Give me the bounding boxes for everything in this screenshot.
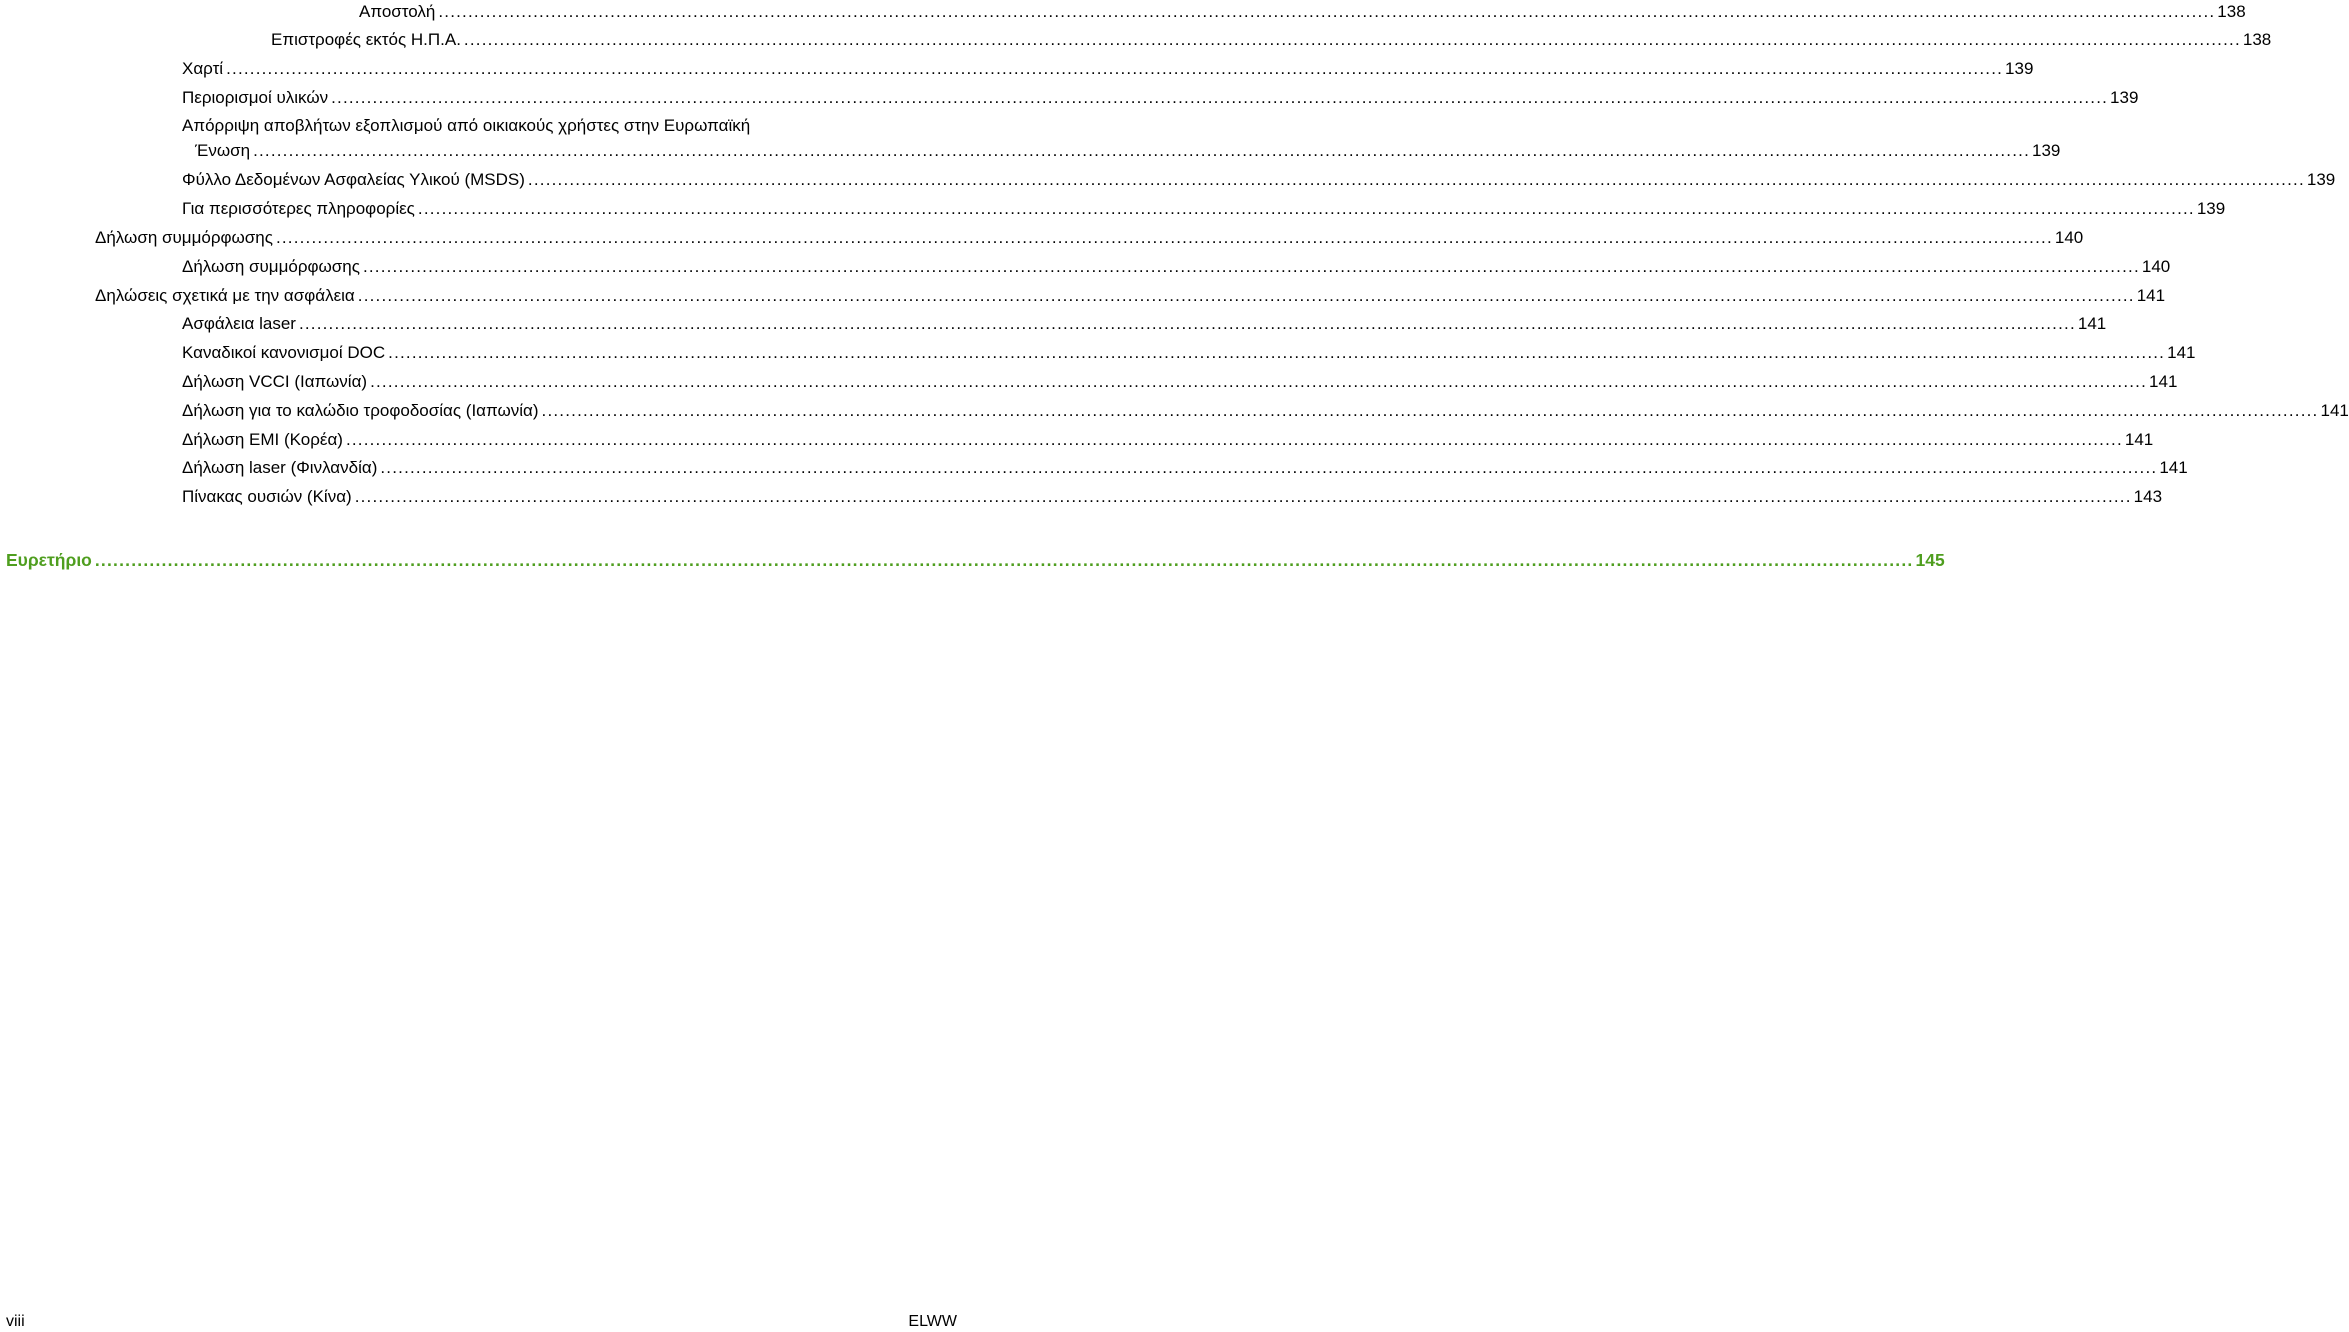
dot-leader: ............................................................................................................................................................................................................................................................................................................ bbox=[354, 487, 2132, 506]
toc-entry-title: Χαρτί bbox=[182, 59, 224, 78]
toc-entry-title: Δήλωση συμμόρφωσης bbox=[95, 228, 273, 247]
toc-entry-page: 139 bbox=[2306, 170, 2336, 189]
toc-entry-page: 143 bbox=[2133, 487, 2163, 506]
toc-entry-title: Δηλώσεις σχετικά με την ασφάλεια bbox=[95, 286, 355, 305]
toc-entry-title: Ασφάλεια laser bbox=[182, 314, 296, 333]
toc-entry[interactable] bbox=[182, 487, 2163, 507]
toc-entry-title: Επιστροφές εκτός Η.Π.Α. bbox=[271, 30, 461, 49]
toc-entry[interactable] bbox=[182, 314, 2107, 334]
toc-entry-title: Ένωση bbox=[195, 141, 251, 160]
toc-entry-page: 138 bbox=[2242, 30, 2272, 49]
toc-entry-page: 139 bbox=[2005, 59, 2034, 78]
toc-entry[interactable] bbox=[182, 59, 2034, 79]
toc-entry-page: 138 bbox=[2217, 2, 2246, 21]
footer-doc-code: ELWW bbox=[908, 1313, 957, 1330]
toc-entry-page: 139 bbox=[2196, 199, 2226, 218]
footer-page-number: viii bbox=[6, 1313, 25, 1330]
dot-leader: ............................................................................................................................................................................................................................................................................................................ bbox=[345, 430, 2123, 449]
dot-leader: ............................................................................................................................................................................................................................................................................................................ bbox=[94, 550, 1914, 570]
toc-entry[interactable] bbox=[95, 228, 2084, 248]
toc-entry-page: 141 bbox=[2124, 430, 2154, 449]
toc-entry[interactable] bbox=[182, 343, 2196, 363]
toc-entry[interactable] bbox=[359, 2, 2246, 22]
dot-leader: ............................................................................................................................................................................................................................................................................................................ bbox=[362, 257, 2140, 276]
dot-leader: ............................................................................................................................................................................................................................................................................................................ bbox=[370, 372, 2148, 391]
dot-leader: ............................................................................................................................................................................................................................................................................................................ bbox=[357, 286, 2135, 305]
toc-entry-page: 141 bbox=[2077, 314, 2107, 333]
toc-entry-page: 140 bbox=[2141, 257, 2171, 276]
toc-entry-title: Αποστολή bbox=[359, 2, 436, 21]
dot-leader: ............................................................................................................................................................................................................................................................................................................ bbox=[298, 314, 2076, 333]
toc-index-entry[interactable] bbox=[6, 550, 1945, 570]
toc-entry-page: 141 bbox=[2167, 343, 2196, 362]
toc-entry[interactable] bbox=[195, 141, 2061, 161]
toc-entry-title: Περιορισμοί υλικών bbox=[182, 88, 329, 107]
dot-leader: ............................................................................................................................................................................................................................................................................................................ bbox=[417, 199, 2195, 218]
toc-entry[interactable] bbox=[182, 458, 2188, 478]
toc-entry-page: 140 bbox=[2054, 228, 2084, 247]
toc-entry-page: 141 bbox=[2159, 458, 2188, 477]
toc-index-title: Ευρετήριο bbox=[6, 550, 92, 570]
toc-entry[interactable] bbox=[271, 30, 2272, 50]
toc-entry[interactable] bbox=[182, 430, 2154, 450]
toc-entry[interactable] bbox=[182, 170, 2336, 190]
dot-leader: ............................................................................................................................................................................................................................................................................................................ bbox=[541, 401, 2319, 420]
toc-entry-title: Πίνακας ουσιών (Κίνα) bbox=[182, 487, 352, 506]
toc-index-page: 145 bbox=[1915, 550, 1945, 570]
dot-leader: ............................................................................................................................................................................................................................................................................................................ bbox=[226, 59, 2004, 78]
dot-leader: ............................................................................................................................................................................................................................................................................................................ bbox=[331, 88, 2109, 107]
dot-leader: ............................................................................................................................................................................................................................................................................................................ bbox=[275, 228, 2053, 247]
toc-entry[interactable] bbox=[182, 199, 2226, 219]
dot-leader: ............................................................................................................................................................................................................................................................................................................ bbox=[380, 458, 2158, 477]
dot-leader: ............................................................................................................................................................................................................................................................................................................ bbox=[388, 343, 2166, 362]
toc-entry-title: Για περισσότερες πληροφορίες bbox=[182, 199, 415, 218]
toc-entry-title: Δήλωση EMI (Κορέα) bbox=[182, 430, 343, 449]
toc-entry[interactable] bbox=[182, 372, 2178, 392]
dot-leader: ............................................................................................................................................................................................................................................................................................................ bbox=[527, 170, 2305, 189]
toc-entry-title: Δήλωση VCCI (Ιαπωνία) bbox=[182, 372, 368, 391]
toc-entry-title: Φύλλο Δεδομένων Ασφαλείας Υλικού (MSDS) bbox=[182, 170, 525, 189]
toc-entry-title: Δήλωση συμμόρφωσης bbox=[182, 257, 360, 276]
toc-entry-page: 141 bbox=[2149, 372, 2178, 391]
toc-entry[interactable] bbox=[182, 257, 2171, 277]
toc-entry-title: Δήλωση laser (Φινλανδία) bbox=[182, 458, 378, 477]
toc-entry-page: 141 bbox=[2320, 401, 2349, 420]
toc-entry-title: Δήλωση για το καλώδιο τροφοδοσίας (Ιαπωνία) bbox=[182, 401, 539, 420]
toc-entry-page: 139 bbox=[2110, 88, 2139, 107]
toc-entry-title-line[interactable]: Απόρριψη αποβλήτων εξοπλισμού από οικιακούς χρήστες στην Ευρωπαϊκή bbox=[182, 116, 751, 135]
toc-entry[interactable] bbox=[182, 401, 2349, 421]
toc-entry-title: Καναδικοί κανονισμοί DOC bbox=[182, 343, 386, 362]
toc-entry-page: 141 bbox=[2136, 286, 2166, 305]
dot-leader: ............................................................................................................................................................................................................................................................................................................ bbox=[438, 2, 2216, 21]
dot-leader: ............................................................................................................................................................................................................................................................................................................ bbox=[253, 141, 2031, 160]
toc-entry[interactable] bbox=[182, 88, 2139, 108]
dot-leader: ............................................................................................................................................................................................................................................................................................................ bbox=[463, 30, 2241, 49]
toc-entry[interactable] bbox=[95, 286, 2166, 306]
toc-entry-page: 139 bbox=[2032, 141, 2061, 160]
